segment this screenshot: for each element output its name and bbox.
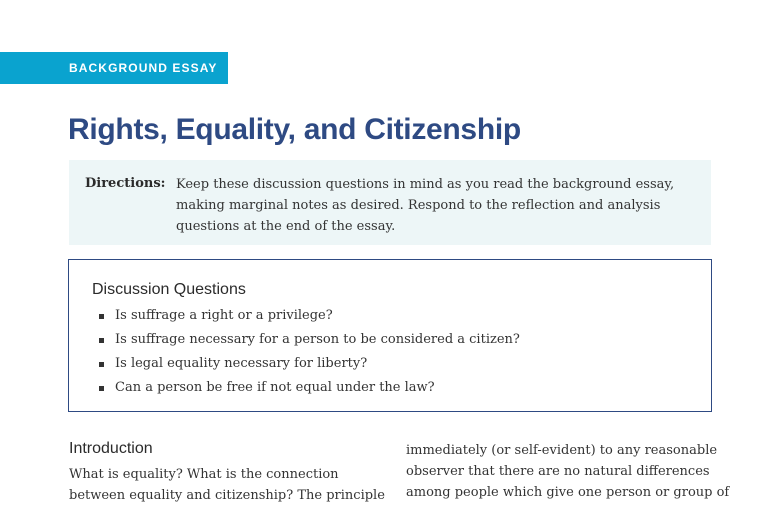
directions-line: Keep these discussion questions in mind as you read the background essay, xyxy=(176,177,675,192)
list-item xyxy=(99,352,520,376)
list-item xyxy=(99,376,520,400)
banner-label: BACKGROUND ESSAY xyxy=(69,61,218,75)
question-text: Is suffrage necessary for a person to be considered a citizen? xyxy=(115,332,520,347)
square-bullet-icon xyxy=(99,362,104,367)
body-line: immediately (or self-evident) to any reasonable xyxy=(406,443,718,458)
directions-text xyxy=(176,174,676,237)
list-item xyxy=(99,304,520,328)
section-banner xyxy=(0,52,228,84)
discussion-questions-list xyxy=(99,304,520,400)
discussion-questions-box xyxy=(68,259,712,412)
directions-label: Directions: xyxy=(85,176,166,191)
question-text: Is suffrage a right or a privilege? xyxy=(115,308,333,323)
directions-line: making marginal notes as desired. Respond to the reflection and analysis xyxy=(176,198,661,213)
list-item xyxy=(99,328,520,352)
directions-box xyxy=(69,160,711,245)
square-bullet-icon xyxy=(99,338,104,343)
introduction-right-column xyxy=(406,440,729,503)
square-bullet-icon xyxy=(99,314,104,319)
discussion-questions-title: Discussion Questions xyxy=(92,281,246,298)
body-line: among people which give one person or group of xyxy=(406,485,730,500)
directions-line: questions at the end of the essay. xyxy=(176,219,396,234)
body-line: between equality and citizenship? The principle xyxy=(69,488,385,503)
question-text: Is legal equality necessary for liberty? xyxy=(115,356,368,371)
page-title: Rights, Equality, and Citizenship xyxy=(68,113,521,146)
square-bullet-icon xyxy=(99,386,104,391)
question-text: Can a person be free if not equal under the law? xyxy=(115,380,435,395)
introduction-heading: Introduction xyxy=(69,440,153,457)
body-line: What is equality? What is the connection xyxy=(69,467,339,482)
body-line: observer that there are no natural differences xyxy=(406,464,710,479)
